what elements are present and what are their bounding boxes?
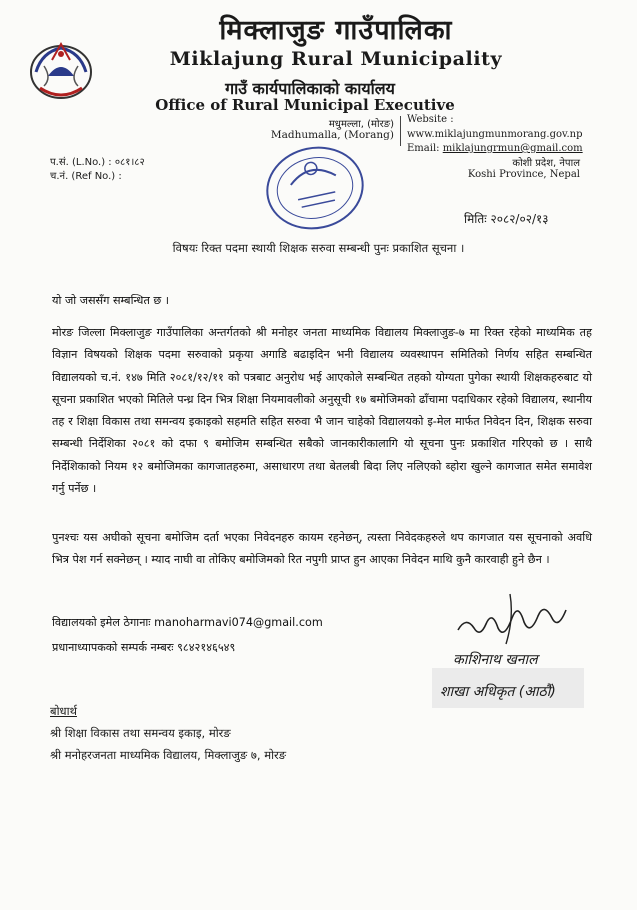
cc-item: श्री मनोहरजनता माध्यमिक विद्यालय, मिक्लाजुङ ७, मोरङ xyxy=(50,748,287,762)
body-paragraph-1: मोरङ जिल्ला मिक्लाजुङ गाउँपालिका अन्तर्गतको श्री मनोहर जनता माध्यमिक विद्यालय मिक्लाजुङ-७ मा रिक्त रहेको माध्यमिक तह विज्ञान विषयको शिक्षक पदमा सरुवाको प्रकृया अगाडि बढाइदिन भनी विद्यालय व्यवस्थापन समितिको निर्णय सहित सम्बन्धित विद्यालयको च.नं. १४७ मिति २०८१/१२/११ को पत्रबाट अनुरोध भई आएकोले सम्बन्धित तहको योग्यता पुगेका स्थायी शिक्षकहरुबाट यो सूचना प्रकाशित भएको मितिले पन्ध्र दिन भित्र शिक्षा नियमावलीको अनुसूची १७ बमोजिमको ढाँचामा पदाधिकार रहेको विद्यालय, स्थानीय तह र शिक्षा विकास तथा समन्वय इकाइको सहमति सहित सरुवा भै जान चाहेको विद्यालयको इ-मेल मार्फत निवेदन दिन, शिक्षक सरुवा सम्बन्धी निर्देशिका २०८१ को दफा ९ बमोजिम सम्बन्धित सबैको जानकारीकालागि यो सूचना पुनः प्रकाशित गरिएको छ । साथै निर्देशिकाको नियम १२ बमोजिमका कागजातहरुमा, असाधारण तथा बेतलबी बिदा लिए नलिएको ब्होरा खुल्ने कागजात समेत समावेश गर्नु पर्नेछ । xyxy=(52,326,592,496)
body-paragraph-2: पुनश्चः यस अघीको सूचना बमोजिम दर्ता भएका निवेदनहरु कायम रहनेछन्, त्यस्ता निवेदकहरुले थप कागजात यस सूचनाको अवधि भित्र पेश गर्न सक्नेछन् । म्याद नाघी वा तोकिए बमोजिमको रित नपुगी प्राप्त हुन आएका निवेदन माथि कुनै कारवाही हुने छैन । xyxy=(52,531,592,566)
principal-contact-number: ९८४२१४६५४९ xyxy=(177,641,236,654)
address-nepali: मधुमल्ला, (मोरङ) xyxy=(328,119,394,130)
address-english: Madhumalla, (Morang) xyxy=(270,129,394,141)
school-email-label: विद्यालयको इमेल ठेगानाः xyxy=(52,616,151,629)
letter-subject: विषयः रिक्त पदमा स्थायी शिक्षक सरुवा सम्बन्धी पुनः प्रकाशित सूचना । xyxy=(172,241,465,255)
website-label: Website : xyxy=(407,114,454,125)
province-english: Koshi Province, Nepal xyxy=(467,169,580,180)
principal-contact-label: प्रधानाध्यापकको सम्पर्क नम्बरः xyxy=(52,641,174,654)
salutation: यो जो जससँग सम्बन्धित छ । xyxy=(52,294,170,307)
letter-number: प.सं. (L.No.) : ०८१।८२ xyxy=(50,157,145,168)
reference-number: च.नं. (Ref No.) : xyxy=(50,171,122,182)
signatory-name: काशिनाथ खनाल xyxy=(453,652,538,668)
letter-date: मितिः २०८२/०२/१३ xyxy=(464,212,549,226)
nepal-emblem-icon xyxy=(22,32,100,106)
office-stamp-icon xyxy=(262,140,368,236)
municipality-title-english: Miklajung Rural Municipality xyxy=(169,48,503,70)
province-nepali: कोशी प्रदेश, नेपाल xyxy=(512,158,580,169)
school-email[interactable]: manoharmavi074@gmail.com xyxy=(154,616,323,629)
email-label: Email: xyxy=(407,143,440,154)
cc-label: बोधार्थ xyxy=(50,704,77,718)
office-title-nepali: गाउँ कार्यपालिकाको कार्यालय xyxy=(225,79,395,98)
email-link[interactable]: miklajungrmun@gmail.com xyxy=(442,143,583,154)
office-title-english: Office of Rural Municipal Executive xyxy=(155,96,455,114)
header-divider xyxy=(400,116,401,146)
email-line xyxy=(407,143,583,154)
website-link[interactable]: www.miklajungmunmorang.gov.np xyxy=(407,129,583,140)
cc-item: श्री शिक्षा विकास तथा समन्वय इकाइ, मोरङ xyxy=(50,726,231,740)
signatory-title: शाखा अधिकृत (आठौं) xyxy=(440,684,556,700)
municipality-title-nepali: मिक्लाजुङ गाउँपालिका xyxy=(219,15,453,46)
signature-icon xyxy=(452,588,572,648)
